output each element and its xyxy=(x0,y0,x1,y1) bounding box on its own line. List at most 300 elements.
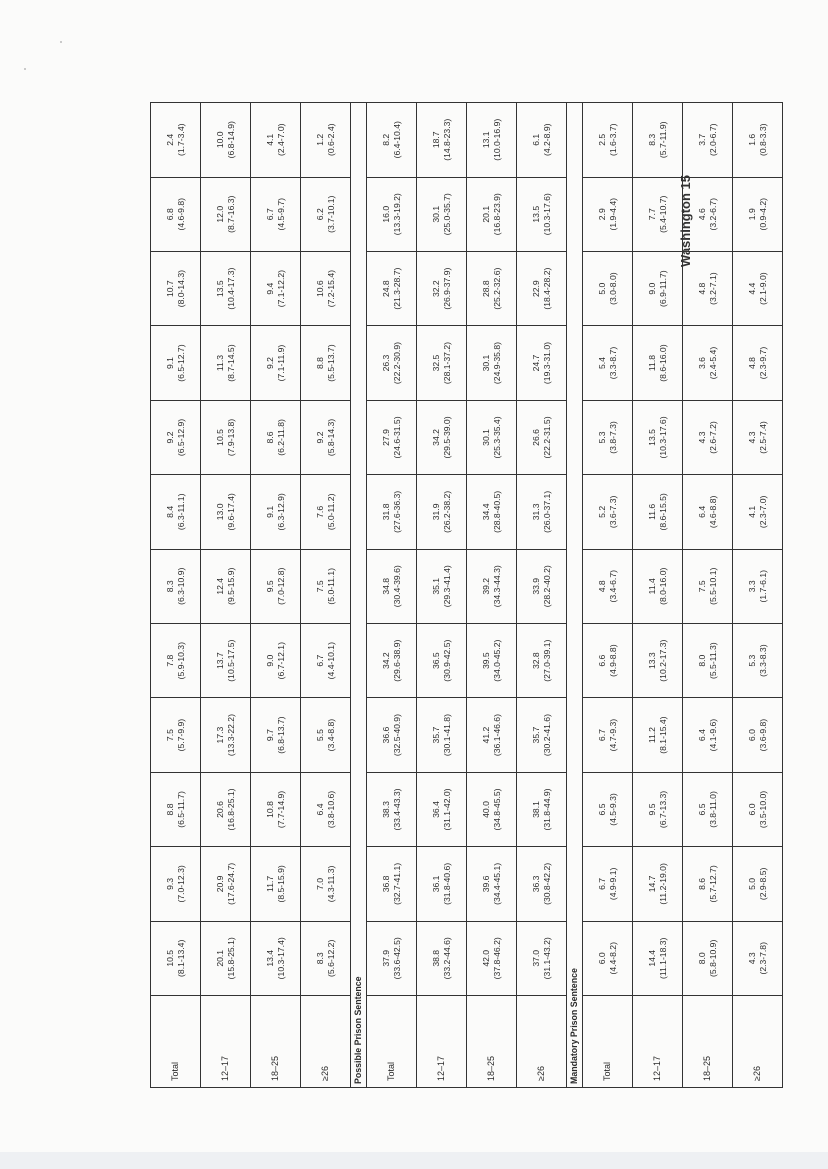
cell-estimate: 10.8 xyxy=(265,801,276,818)
cell-confidence-interval: (4.6-8.8) xyxy=(707,495,718,529)
cell-confidence-interval: (29.6-38.9) xyxy=(391,639,402,682)
cell-confidence-interval: (33.2-44.6) xyxy=(441,937,452,980)
cell-confidence-interval: (6.7-12.1) xyxy=(275,642,286,680)
cell-confidence-interval: (31.1-42.0) xyxy=(441,788,452,831)
cell-estimate: 17.3 xyxy=(215,726,226,744)
cell-confidence-interval: (11.2-19.0) xyxy=(657,863,668,905)
table-cell xyxy=(517,549,567,623)
cell-confidence-interval: (6.5-12.7) xyxy=(175,344,186,382)
cell-estimate: 10.6 xyxy=(315,280,326,298)
table-cell xyxy=(417,177,467,251)
cell-estimate: 9.5 xyxy=(265,580,276,593)
table-cell xyxy=(583,103,633,178)
table-cell xyxy=(417,103,467,178)
table-cell xyxy=(733,772,783,846)
section-header-row xyxy=(567,103,583,1088)
cell-confidence-interval: (13.3-19.2) xyxy=(391,193,402,236)
cell-confidence-interval: (8.1-13.4) xyxy=(175,939,186,977)
cell-estimate: 4.3 xyxy=(747,952,758,965)
cell-estimate: 11.8 xyxy=(647,355,658,372)
cell-estimate: 34.2 xyxy=(381,652,392,670)
row-label: 18–25 xyxy=(683,996,733,1088)
cell-estimate: 31.8 xyxy=(381,503,392,521)
cell-confidence-interval: (25.2-32.6) xyxy=(491,267,502,310)
cell-estimate: 7.5 xyxy=(315,580,326,593)
row-label: 12–17 xyxy=(633,996,683,1088)
cell-confidence-interval: (30.8-42.2) xyxy=(541,862,552,905)
cell-estimate: 28.8 xyxy=(481,280,492,298)
table-cell xyxy=(151,921,201,995)
cell-estimate: 4.8 xyxy=(697,282,708,295)
table-cell xyxy=(733,698,783,772)
table-cell xyxy=(633,475,683,549)
cell-estimate: 20.1 xyxy=(215,949,226,967)
cell-estimate: 11.2 xyxy=(647,727,658,744)
cell-estimate: 13.5 xyxy=(215,280,226,298)
cell-confidence-interval: (4.9-8.8) xyxy=(607,644,618,677)
row-label: 12–17 xyxy=(417,996,467,1088)
table-cell xyxy=(517,847,567,921)
cell-estimate: 32.2 xyxy=(431,280,442,298)
cell-confidence-interval: (6.8-14.9) xyxy=(225,121,236,159)
cell-estimate: 13.4 xyxy=(265,949,276,967)
cell-estimate: 7.0 xyxy=(315,877,326,890)
cell-confidence-interval: (30.1-41.8) xyxy=(441,714,452,757)
table-cell xyxy=(367,772,417,846)
table-cell xyxy=(467,103,517,178)
cell-estimate: 33.9 xyxy=(531,577,542,595)
table-cell xyxy=(467,549,517,623)
table-cell xyxy=(251,772,301,846)
table-cell xyxy=(251,623,301,697)
cell-estimate: 26.6 xyxy=(531,429,542,446)
table-cell xyxy=(733,549,783,623)
cell-confidence-interval: (4.5-9.7) xyxy=(275,198,286,231)
section-title: Mandatory Prison Sentence xyxy=(567,103,583,1088)
cell-estimate: 34.8 xyxy=(381,577,392,595)
cell-confidence-interval: (5.6-12.2) xyxy=(325,939,336,977)
cell-estimate: 5.2 xyxy=(597,505,608,518)
row-label: 18–25 xyxy=(251,996,301,1088)
cell-estimate: 3.3 xyxy=(747,580,758,593)
cell-estimate: 2.4 xyxy=(165,133,176,146)
cell-confidence-interval: (22.2-30.9) xyxy=(391,342,402,385)
table-cell xyxy=(683,400,733,474)
cell-estimate: 8.3 xyxy=(315,952,326,965)
table-cell xyxy=(201,623,251,697)
cell-estimate: 5.4 xyxy=(597,357,608,370)
table-cell xyxy=(151,251,201,325)
cell-estimate: 7.7 xyxy=(647,208,658,221)
table-cell xyxy=(301,326,351,400)
cell-confidence-interval: (31.8-44.9) xyxy=(541,788,552,831)
table-cell xyxy=(417,549,467,623)
cell-estimate: 4.4 xyxy=(747,282,758,295)
cell-estimate: 20.6 xyxy=(215,801,226,818)
cell-estimate: 6.0 xyxy=(597,952,608,965)
cell-estimate: 38.8 xyxy=(431,949,442,967)
cell-estimate: 9.2 xyxy=(165,431,176,444)
cell-confidence-interval: (8.5-15.9) xyxy=(275,865,286,903)
cell-confidence-interval: (17.6-24.7) xyxy=(225,862,236,905)
table-cell xyxy=(367,921,417,995)
cell-estimate: 13.3 xyxy=(647,652,658,670)
table-cell xyxy=(683,549,733,623)
table-cell xyxy=(633,847,683,921)
cell-confidence-interval: (6.3-12.9) xyxy=(275,493,286,531)
cell-confidence-interval: (9.5-15.9) xyxy=(225,567,236,605)
cell-estimate: 6.0 xyxy=(747,803,758,816)
cell-estimate: 30.1 xyxy=(481,429,492,446)
table-cell xyxy=(467,326,517,400)
cell-confidence-interval: (27.6-36.3) xyxy=(391,490,402,533)
table-cell xyxy=(733,400,783,474)
table-cell xyxy=(301,400,351,474)
cell-estimate: 6.1 xyxy=(531,133,542,146)
cell-confidence-interval: (10.0-16.9) xyxy=(491,118,502,161)
cell-confidence-interval: (3.2-7.1) xyxy=(707,272,718,305)
cell-confidence-interval: (4.2-8.9) xyxy=(541,123,552,157)
table-cell xyxy=(583,921,633,995)
cell-confidence-interval: (7.1-12.2) xyxy=(275,270,286,308)
cell-confidence-interval: (3.6-7.3) xyxy=(607,495,618,529)
cell-confidence-interval: (4.1-9.6) xyxy=(707,718,718,752)
table-cell xyxy=(201,698,251,772)
speck xyxy=(60,41,62,43)
table-cell xyxy=(733,847,783,921)
cell-confidence-interval: (28.2-40.2) xyxy=(541,565,552,608)
cell-estimate: 7.8 xyxy=(165,654,176,667)
cell-estimate: 24.7 xyxy=(531,354,542,372)
table-cell xyxy=(517,400,567,474)
cell-estimate: 9.1 xyxy=(165,357,176,370)
cell-estimate: 6.4 xyxy=(315,803,326,816)
cell-confidence-interval: (3.4-8.8) xyxy=(325,718,336,752)
table-cell xyxy=(251,326,301,400)
table-cell xyxy=(417,921,467,995)
table-cell xyxy=(251,400,301,474)
cell-confidence-interval: (31.8-40.6) xyxy=(441,862,452,905)
table-cell xyxy=(301,698,351,772)
cell-confidence-interval: (6.2-11.8) xyxy=(275,419,286,456)
cell-estimate: 41.2 xyxy=(481,726,492,744)
cell-confidence-interval: (3.3-8.3) xyxy=(757,644,768,677)
table-cell xyxy=(251,251,301,325)
table-row xyxy=(633,103,683,1088)
table-cell xyxy=(251,549,301,623)
table-cell xyxy=(301,772,351,846)
table-cell xyxy=(367,623,417,697)
table-cell xyxy=(633,400,683,474)
cell-confidence-interval: (31.1-43.2) xyxy=(541,937,552,980)
table-row xyxy=(583,103,633,1088)
row-label: Total xyxy=(151,996,201,1088)
table-cell xyxy=(733,103,783,178)
cell-confidence-interval: (5.0-11.1) xyxy=(325,567,336,605)
table-cell xyxy=(417,400,467,474)
section-title: Possible Prison Sentence xyxy=(351,103,367,1088)
cell-confidence-interval: (9.6-17.4) xyxy=(225,493,236,531)
cell-confidence-interval: (5.0-11.2) xyxy=(325,493,336,531)
cell-confidence-interval: (25.0-35.7) xyxy=(441,193,452,236)
cell-confidence-interval: (24.6-31.5) xyxy=(391,416,402,459)
row-label: ≥26 xyxy=(301,996,351,1088)
cell-estimate: 11.6 xyxy=(647,503,658,520)
cell-estimate: 30.1 xyxy=(431,205,442,223)
cell-estimate: 6.4 xyxy=(697,729,708,742)
cell-estimate: 13.7 xyxy=(215,652,226,670)
table-row xyxy=(251,103,301,1088)
cell-estimate: 36.8 xyxy=(381,875,392,893)
table-cell xyxy=(417,772,467,846)
table-cell xyxy=(733,177,783,251)
table-cell xyxy=(633,326,683,400)
cell-estimate: 6.2 xyxy=(315,208,326,221)
cell-estimate: 37.9 xyxy=(381,949,392,967)
cell-estimate: 36.3 xyxy=(531,875,542,893)
cell-estimate: 16.0 xyxy=(381,205,392,223)
table-cell xyxy=(417,623,467,697)
cell-estimate: 40.0 xyxy=(481,801,492,818)
cell-confidence-interval: (16.8-25.1) xyxy=(225,788,236,831)
cell-estimate: 4.3 xyxy=(747,431,758,444)
cell-estimate: 4.8 xyxy=(747,357,758,370)
table-cell xyxy=(367,549,417,623)
cell-estimate: 26.3 xyxy=(381,354,392,372)
table-cell xyxy=(733,251,783,325)
cell-confidence-interval: (28.8-40.5) xyxy=(491,490,502,533)
table-cell xyxy=(251,475,301,549)
table-cell xyxy=(633,549,683,623)
cell-confidence-interval: (6.3-11.1) xyxy=(175,493,186,531)
cell-estimate: 2.5 xyxy=(597,133,608,146)
cell-estimate: 35.1 xyxy=(431,577,442,595)
table-cell xyxy=(583,623,633,697)
cell-estimate: 10.7 xyxy=(165,280,176,298)
cell-estimate: 6.5 xyxy=(697,803,708,816)
cell-confidence-interval: (8.0-16.0) xyxy=(657,567,668,605)
cell-estimate: 7.6 xyxy=(315,505,326,518)
cell-confidence-interval: (6.5-11.7) xyxy=(175,791,186,828)
cell-estimate: 39.2 xyxy=(481,577,492,595)
cell-confidence-interval: (34.3-44.3) xyxy=(491,565,502,608)
cell-confidence-interval: (3.4-6.7) xyxy=(607,570,618,603)
cell-confidence-interval: (8.6-16.0) xyxy=(657,344,668,382)
table-cell xyxy=(517,475,567,549)
cell-estimate: 34.4 xyxy=(481,503,492,521)
cell-confidence-interval: (8.7-14.5) xyxy=(225,344,236,382)
table-cell xyxy=(151,623,201,697)
cell-confidence-interval: (1.7-3.4) xyxy=(175,123,186,157)
cell-estimate: 8.6 xyxy=(265,431,276,444)
cell-confidence-interval: (4.4-10.1) xyxy=(325,642,336,680)
cell-confidence-interval: (4.3-11.3) xyxy=(325,865,336,903)
cell-estimate: 14.7 xyxy=(647,875,658,893)
row-label: 12–17 xyxy=(201,996,251,1088)
table-cell xyxy=(301,847,351,921)
table-cell xyxy=(583,698,633,772)
table-cell xyxy=(683,698,733,772)
cell-confidence-interval: (1.9-4.4) xyxy=(607,198,618,231)
table-cell xyxy=(583,400,633,474)
cell-estimate: 9.0 xyxy=(647,282,658,295)
row-label: ≥26 xyxy=(733,996,783,1088)
table-cell xyxy=(367,475,417,549)
table-cell xyxy=(633,103,683,178)
table-cell xyxy=(417,326,467,400)
cell-confidence-interval: (36.1-46.6) xyxy=(491,714,502,757)
cell-confidence-interval: (6.4-10.4) xyxy=(391,121,402,159)
cell-confidence-interval: (8.6-15.5) xyxy=(657,493,668,531)
cell-confidence-interval: (4.7-9.3) xyxy=(607,718,618,752)
cell-confidence-interval: (13.3-22.2) xyxy=(225,714,236,757)
cell-estimate: 38.3 xyxy=(381,801,392,818)
cell-estimate: 6.7 xyxy=(315,654,326,667)
cell-estimate: 39.5 xyxy=(481,652,492,670)
cell-confidence-interval: (10.2-17.3) xyxy=(657,639,668,682)
cell-estimate: 6.6 xyxy=(597,654,608,667)
table-cell xyxy=(367,847,417,921)
table-cell xyxy=(367,400,417,474)
cell-confidence-interval: (7.0-12.8) xyxy=(275,567,286,605)
table-cell xyxy=(683,772,733,846)
table-cell xyxy=(151,103,201,178)
table-cell xyxy=(517,921,567,995)
table-cell xyxy=(201,921,251,995)
cell-estimate: 8.6 xyxy=(697,877,708,890)
cell-estimate: 9.3 xyxy=(165,877,176,890)
cell-confidence-interval: (8.0-14.3) xyxy=(175,270,186,308)
table-cell xyxy=(517,698,567,772)
cell-confidence-interval: (5.8-14.3) xyxy=(325,418,336,457)
table-cell xyxy=(583,326,633,400)
table-cell xyxy=(201,326,251,400)
table-cell xyxy=(633,772,683,846)
table-cell xyxy=(683,475,733,549)
table-cell xyxy=(633,921,683,995)
cell-confidence-interval: (30.9-42.5) xyxy=(441,639,452,682)
cell-confidence-interval: (6.3-10.9) xyxy=(175,567,186,605)
cell-estimate: 12.4 xyxy=(215,577,226,595)
cell-confidence-interval: (19.3-31.0) xyxy=(541,342,552,385)
cell-confidence-interval: (6.7-13.3) xyxy=(657,790,668,829)
table-row xyxy=(367,103,417,1088)
cell-confidence-interval: (10.5-17.5) xyxy=(225,639,236,682)
cell-confidence-interval: (5.7-11.9) xyxy=(657,121,668,159)
cell-estimate: 35.7 xyxy=(431,726,442,744)
table-cell xyxy=(417,698,467,772)
cell-confidence-interval: (7.9-13.8) xyxy=(225,418,236,457)
cell-estimate: 9.4 xyxy=(265,282,276,295)
table-cell xyxy=(633,251,683,325)
cell-estimate: 6.8 xyxy=(165,208,176,221)
table-cell xyxy=(151,475,201,549)
table-cell xyxy=(301,549,351,623)
cell-confidence-interval: (3.2-6.7) xyxy=(707,198,718,231)
cell-estimate: 10.5 xyxy=(165,949,176,967)
cell-estimate: 13.5 xyxy=(647,429,658,446)
table-cell xyxy=(683,103,733,178)
cell-estimate: 9.2 xyxy=(315,431,326,444)
cell-confidence-interval: (2.3-9.7) xyxy=(757,346,768,380)
row-label: ≥26 xyxy=(517,996,567,1088)
cell-confidence-interval: (25.3-35.4) xyxy=(491,416,502,459)
cell-confidence-interval: (32.5-40.9) xyxy=(391,714,402,757)
table-cell xyxy=(633,623,683,697)
table-cell xyxy=(301,623,351,697)
cell-confidence-interval: (11.1-18.3) xyxy=(657,937,668,979)
cell-estimate: 6.0 xyxy=(747,729,758,742)
cell-confidence-interval: (4.4-8.2) xyxy=(607,942,618,975)
table-row xyxy=(467,103,517,1088)
cell-confidence-interval: (5.7-12.7) xyxy=(707,865,718,903)
cell-estimate: 8.3 xyxy=(165,580,176,593)
table-cell xyxy=(683,326,733,400)
table-cell xyxy=(151,847,201,921)
cell-estimate: 4.1 xyxy=(747,505,758,518)
cell-estimate: 6.5 xyxy=(597,803,608,816)
cell-estimate: 13.5 xyxy=(531,205,542,223)
cell-confidence-interval: (0.6-2.4) xyxy=(325,123,336,157)
cell-confidence-interval: (10.3-17.6) xyxy=(657,416,668,459)
cell-estimate: 14.4 xyxy=(647,949,658,967)
cell-confidence-interval: (10.3-17.6) xyxy=(541,193,552,236)
cell-confidence-interval: (4.5-9.3) xyxy=(607,793,618,826)
cell-confidence-interval: (32.7-41.1) xyxy=(391,862,402,905)
table-cell xyxy=(583,847,633,921)
table-cell xyxy=(583,772,633,846)
table-cell xyxy=(201,177,251,251)
table-cell xyxy=(467,400,517,474)
cell-estimate: 39.6 xyxy=(481,875,492,893)
cell-confidence-interval: (0.9-4.2) xyxy=(757,198,768,231)
cell-confidence-interval: (16.8-23.9) xyxy=(491,193,502,236)
cell-confidence-interval: (5.5-11.3) xyxy=(707,642,718,679)
cell-confidence-interval: (6.9-11.7) xyxy=(657,270,668,307)
cell-estimate: 8.8 xyxy=(315,357,326,370)
cell-estimate: 32.8 xyxy=(531,652,542,670)
cell-estimate: 4.3 xyxy=(697,431,708,444)
table-cell xyxy=(733,475,783,549)
cell-confidence-interval: (3.3-8.7) xyxy=(607,346,618,380)
table-cell xyxy=(633,698,683,772)
cell-estimate: 9.0 xyxy=(265,654,276,667)
cell-confidence-interval: (5.5-10.1) xyxy=(707,567,718,605)
cell-confidence-interval: (3.8-11.0) xyxy=(707,791,718,828)
cell-estimate: 7.5 xyxy=(165,729,176,742)
cell-estimate: 6.7 xyxy=(597,877,608,890)
cell-confidence-interval: (1.6-3.7) xyxy=(607,123,618,157)
cell-estimate: 10.5 xyxy=(215,429,226,446)
page-footer: Washington 15 xyxy=(678,175,693,267)
cell-confidence-interval: (24.9-35.8) xyxy=(491,342,502,385)
table-cell xyxy=(417,847,467,921)
cell-estimate: 10.0 xyxy=(215,131,226,149)
cell-confidence-interval: (10.4-17.3) xyxy=(225,267,236,310)
cell-estimate: 20.9 xyxy=(215,875,226,893)
cell-estimate: 8.4 xyxy=(165,505,176,518)
table-cell xyxy=(683,847,733,921)
cell-estimate: 30.1 xyxy=(481,354,492,372)
cell-estimate: 12.0 xyxy=(215,205,226,223)
table-cell xyxy=(733,921,783,995)
table-cell xyxy=(301,921,351,995)
table-cell xyxy=(467,177,517,251)
cell-estimate: 24.8 xyxy=(381,280,392,298)
cell-estimate: 27.9 xyxy=(381,429,392,446)
table-cell xyxy=(301,177,351,251)
table-cell xyxy=(583,251,633,325)
